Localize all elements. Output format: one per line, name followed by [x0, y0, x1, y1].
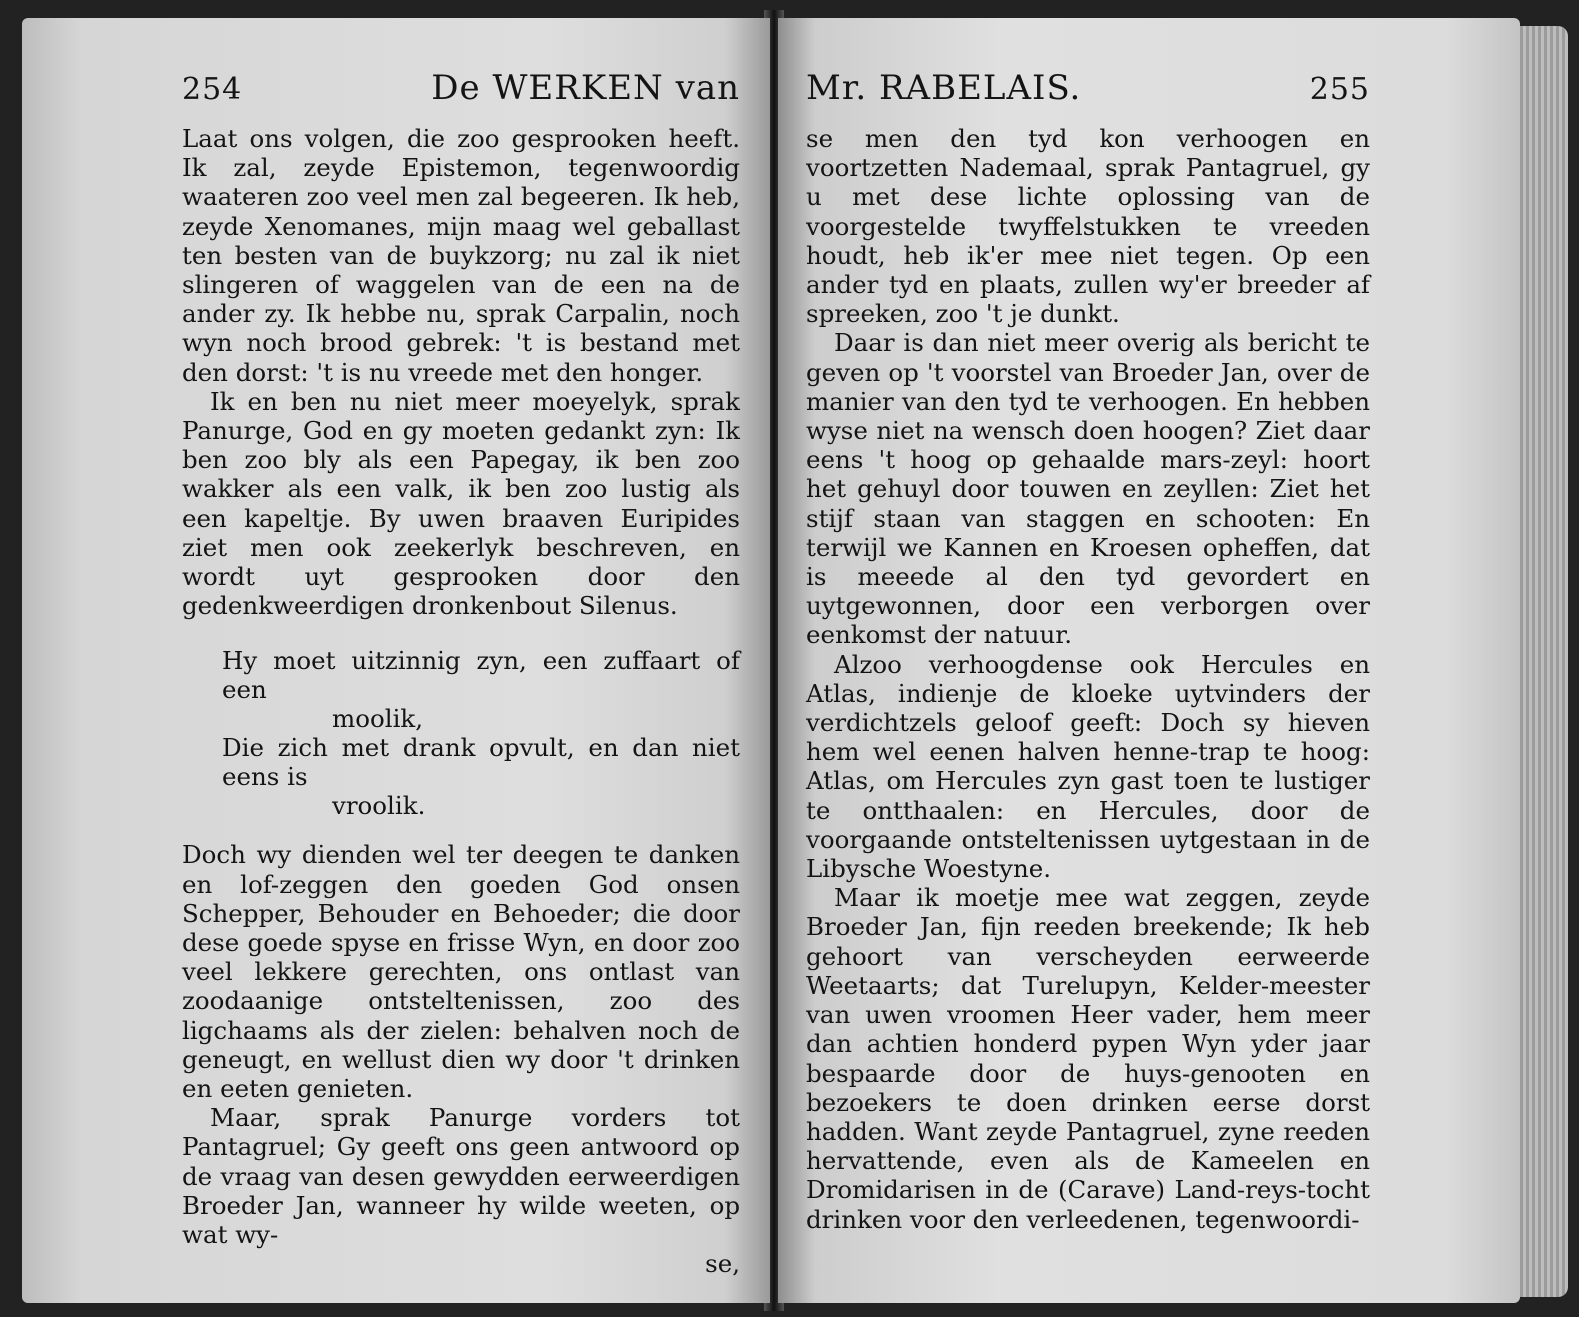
right-page-body — [806, 124, 1370, 1234]
left-catchword: se, — [705, 1249, 740, 1279]
verse-line-2: moolik, — [332, 704, 424, 734]
left-paragraph-1: Laat ons volgen, die zoo gesprooken heeft. Ik zal, zeyde Epistemon, tegenwoordig waateren zoo veel men zal begeeren. Ik heb, zeyde Xenomanes, mijn maag wel geballast ten besten van de buykzorg; nu zal ik niet slingeren of waggelen van de een na de ander zy. Ik hebbe nu, sprak Carpalin, noch wyn noch brood gebrek: 't is bestand met den dorst: 't is nu vreede met den honger. — [182, 124, 740, 387]
left-running-title: De WERKEN van — [431, 68, 740, 108]
verse-block — [222, 646, 740, 820]
right-page-number: 255 — [1309, 72, 1370, 107]
left-paragraph-3: Doch wy dienden wel ter deegen te danken en lof-zeggen den goeden God onsen Schepper, Behouder en Behoeder; die door dese goede spyse en frisse Wyn, en door zoo veel lekkere gerechten, ons ontlast van zoodaanige ontsteltenissen, zoo des ligchaams als der zielen: behalven noch de geneugt, en wellust dien wy door 't drinken en eeten genieten. — [182, 840, 740, 1104]
verse-line-4: vroolik. — [332, 791, 426, 821]
left-paragraph-2: Ik en ben nu niet meer moeyelyk, sprak Panurge, God en gy moeten gedankt zyn: Ik ben zoo bly als een Papegay, ik ben zoo wakker als een valk, ik ben zoo lustig als een kapeltje. By uwen braaven Euripides ziet men ook zeekerlyk beschreven, en wordt uyt gesprooken door den gedenkweerdigen dronkenbout Silenus. — [182, 386, 740, 621]
left-page-header — [182, 68, 740, 114]
right-paragraph-4: Maar ik moetje mee wat zeggen, zeyde Broeder Jan, fijn reeden breekende; Ik heb gehoort van verscheyden eerweerde Weetaarts; dat Turelupyn, Kelder-meester van uwen vroomen Heer vader, hem meer dan achtien honderd pypen Wyn yder jaar bespaarde door de huys-genooten en bezoekers te doen drinken eerse dorst hadden. Want zeyde Pantagruel, zyne reeden hervattende, even als de Kameelen en Dromidarisen in de (Carave) Land-reys-tocht drinken voor den verleedenen, tegenwoordi- — [806, 883, 1370, 1234]
page-edges — [1520, 26, 1568, 1297]
verse-line-1: Hy moet uitzinnig zyn, een zuffaart of een — [222, 646, 740, 705]
left-page-number: 254 — [182, 72, 243, 107]
left-paragraph-4: Maar, sprak Panurge vorders tot Pantagruel; Gy geeft ons geen antwoord op de vraag van desen gewydden eerweerdigen Broeder Jan, wanneer hy wilde weeten, op wat wy- — [182, 1103, 740, 1250]
right-paragraph-2: Daar is dan niet meer overig als bericht te geven op 't voorstel van Broeder Jan, over de manier van den tyd te verhoogen. En hebben wyse niet na wensch doen hoogen? Ziet daar eens 't hoog op gehaalde mars-zeyl: hoort het gehuyl door touwen en zeyllen: Ziet het stijf staan van staggen en schooten: En terwijl we Kannen en Kroesen opheffen, dat is meeede al den tyd gevordert en uytgewonnen, door een verborgen over eenkomst der natuur. — [806, 328, 1370, 650]
right-running-title: Mr. RABELAIS. — [806, 68, 1082, 108]
left-page — [22, 18, 770, 1303]
verse-line-3: Die zich met drank opvult, en dan niet eens is — [222, 733, 740, 792]
right-paragraph-1: se men den tyd kon verhoogen en voortzetten Nademaal, sprak Pantagruel, gy u met dese lichte oplossing van de voorgestelde twyffelstukken te vreeden houdt, heb ik'er mee niet tegen. Op een ander tyd en plaats, zullen wy'er breeder af spreeken, zoo 't je dunkt. — [806, 124, 1370, 329]
left-page-body — [182, 124, 740, 1278]
right-page — [778, 18, 1520, 1303]
right-paragraph-3: Alzoo verhoogdense ook Hercules en Atlas, indienje de kloeke uytvinders der verdichtzels geloof geeft: Doch sy hieven hem wel eenen halven henne-trap te hoog: Atlas, om Hercules zyn gast toen te lustiger te ontthaalen: en Hercules, door de voorgaande ontsteltenissen uytgestaan in de Libysche Woestyne. — [806, 649, 1370, 884]
right-page-header — [806, 68, 1370, 114]
